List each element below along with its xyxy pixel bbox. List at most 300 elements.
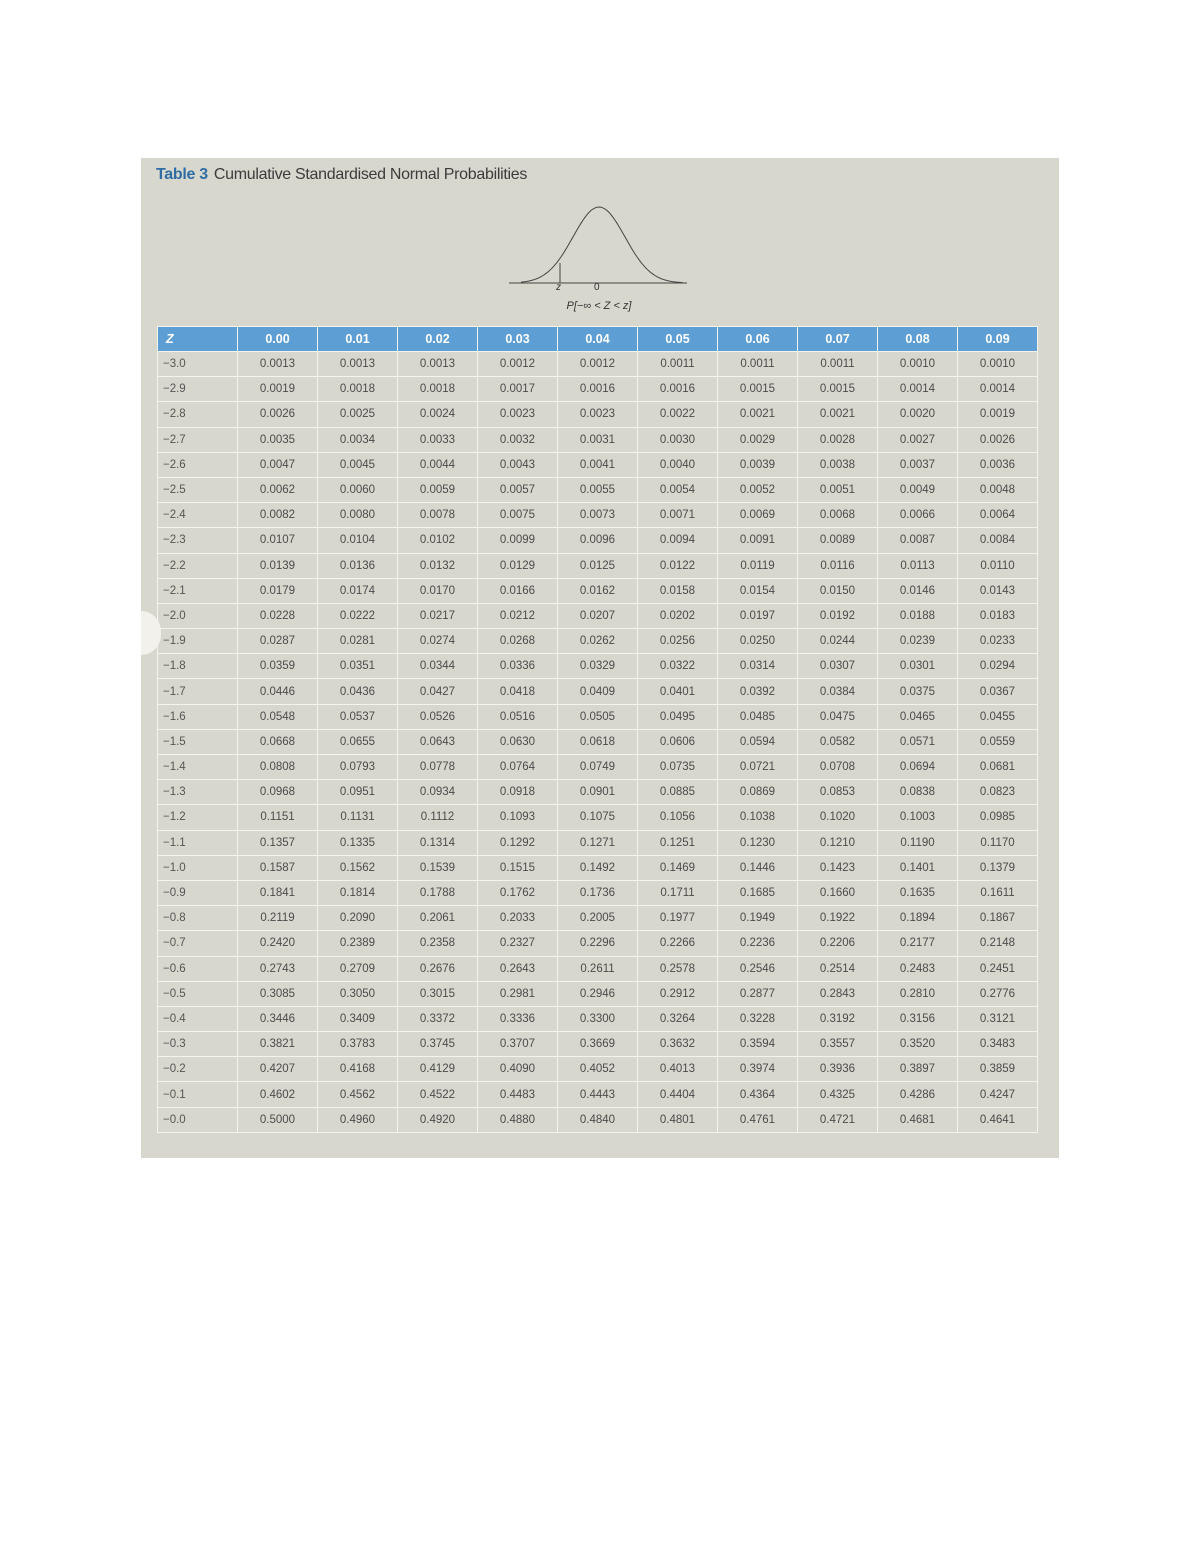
z-value-cell: −1.0	[158, 855, 238, 880]
probability-cell: 0.0918	[478, 780, 558, 805]
column-header: 0.09	[958, 327, 1038, 352]
probability-cell: 0.0096	[558, 528, 638, 553]
probability-cell: 0.0080	[318, 503, 398, 528]
probability-cell: 0.0559	[958, 729, 1038, 754]
probability-cell: 0.4960	[318, 1107, 398, 1132]
probability-cell: 0.0028	[798, 427, 878, 452]
probability-cell: 0.0025	[318, 402, 398, 427]
probability-cell: 0.0823	[958, 780, 1038, 805]
probability-cell: 0.0668	[238, 729, 318, 754]
probability-cell: 0.0233	[958, 629, 1038, 654]
probability-cell: 0.0094	[638, 528, 718, 553]
probability-cell: 0.2676	[398, 956, 478, 981]
probability-cell: 0.0537	[318, 704, 398, 729]
probability-cell: 0.3409	[318, 1006, 398, 1031]
probability-cell: 0.1423	[798, 855, 878, 880]
table-row	[158, 1057, 1038, 1082]
probability-cell: 0.0062	[238, 477, 318, 502]
probability-cell: 0.4129	[398, 1057, 478, 1082]
table-title	[156, 166, 527, 184]
probability-cell: 0.0384	[798, 679, 878, 704]
probability-cell: 0.0721	[718, 755, 798, 780]
probability-cell: 0.0048	[958, 477, 1038, 502]
probability-cell: 0.0078	[398, 503, 478, 528]
probability-cell: 0.1170	[958, 830, 1038, 855]
probability-cell: 0.0618	[558, 729, 638, 754]
probability-cell: 0.0287	[238, 629, 318, 654]
probability-cell: 0.4247	[958, 1082, 1038, 1107]
z-value-cell: −1.8	[158, 654, 238, 679]
probability-cell: 0.4013	[638, 1057, 718, 1082]
probability-cell: 0.0091	[718, 528, 798, 553]
probability-cell: 0.0033	[398, 427, 478, 452]
probability-cell: 0.0012	[558, 352, 638, 377]
probability-cell: 0.0222	[318, 603, 398, 628]
probability-cell: 0.0571	[878, 729, 958, 754]
table-label: Table 3	[156, 166, 208, 183]
probability-cell: 0.3783	[318, 1032, 398, 1057]
probability-cell: 0.0099	[478, 528, 558, 553]
probability-cell: 0.0011	[798, 352, 878, 377]
probability-cell: 0.0029	[718, 427, 798, 452]
probability-cell: 0.3745	[398, 1032, 478, 1057]
probability-cell: 0.4090	[478, 1057, 558, 1082]
table-row	[158, 830, 1038, 855]
probability-cell: 0.0655	[318, 729, 398, 754]
probability-cell: 0.4681	[878, 1107, 958, 1132]
z-value-cell: −1.3	[158, 780, 238, 805]
z-value-cell: −0.3	[158, 1032, 238, 1057]
table-row	[158, 780, 1038, 805]
table-row	[158, 427, 1038, 452]
z-table-header-row	[158, 327, 1038, 352]
table-row	[158, 755, 1038, 780]
z-value-cell: −1.4	[158, 755, 238, 780]
probability-cell: 0.0113	[878, 553, 958, 578]
probability-cell: 0.1635	[878, 880, 958, 905]
probability-cell: 0.0188	[878, 603, 958, 628]
table-row	[158, 855, 1038, 880]
probability-cell: 0.3859	[958, 1057, 1038, 1082]
probability-cell: 0.2327	[478, 931, 558, 956]
table-row	[158, 679, 1038, 704]
probability-cell: 0.0401	[638, 679, 718, 704]
probability-cell: 0.0268	[478, 629, 558, 654]
probability-cell: 0.2296	[558, 931, 638, 956]
probability-cell: 0.0336	[478, 654, 558, 679]
probability-cell: 0.4641	[958, 1107, 1038, 1132]
probability-cell: 0.2420	[238, 931, 318, 956]
probability-cell: 0.2061	[398, 906, 478, 931]
table-row	[158, 906, 1038, 931]
probability-cell: 0.0217	[398, 603, 478, 628]
probability-cell: 0.0228	[238, 603, 318, 628]
probability-cell: 0.1762	[478, 880, 558, 905]
probability-cell: 0.0038	[798, 452, 878, 477]
probability-cell: 0.0256	[638, 629, 718, 654]
probability-cell: 0.0885	[638, 780, 718, 805]
probability-cell: 0.0011	[718, 352, 798, 377]
z-value-cell: −2.9	[158, 377, 238, 402]
probability-cell: 0.0017	[478, 377, 558, 402]
probability-cell: 0.0084	[958, 528, 1038, 553]
probability-cell: 0.0022	[638, 402, 718, 427]
probability-cell: 0.3483	[958, 1032, 1038, 1057]
probability-cell: 0.2148	[958, 931, 1038, 956]
probability-cell: 0.3594	[718, 1032, 798, 1057]
z-value-cell: −2.7	[158, 427, 238, 452]
probability-cell: 0.0052	[718, 477, 798, 502]
probability-cell: 0.0301	[878, 654, 958, 679]
probability-cell: 0.3085	[238, 981, 318, 1006]
probability-cell: 0.0329	[558, 654, 638, 679]
probability-cell: 0.2119	[238, 906, 318, 931]
probability-cell: 0.1446	[718, 855, 798, 880]
table-row	[158, 1082, 1038, 1107]
probability-cell: 0.5000	[238, 1107, 318, 1132]
probability-cell: 0.3300	[558, 1006, 638, 1031]
probability-cell: 0.4168	[318, 1057, 398, 1082]
probability-cell: 0.0446	[238, 679, 318, 704]
probability-cell: 0.2578	[638, 956, 718, 981]
probability-cell: 0.0011	[638, 352, 718, 377]
probability-cell: 0.0049	[878, 477, 958, 502]
probability-cell: 0.4364	[718, 1082, 798, 1107]
probability-cell: 0.0023	[478, 402, 558, 427]
probability-cell: 0.1469	[638, 855, 718, 880]
probability-cell: 0.0485	[718, 704, 798, 729]
z-value-cell: −1.5	[158, 729, 238, 754]
z-column-header: Z	[158, 327, 238, 352]
probability-cell: 0.0068	[798, 503, 878, 528]
probability-cell: 0.0026	[958, 427, 1038, 452]
probability-cell: 0.0694	[878, 755, 958, 780]
probability-cell: 0.0016	[558, 377, 638, 402]
column-header: 0.03	[478, 327, 558, 352]
probability-cell: 0.0367	[958, 679, 1038, 704]
probability-cell: 0.0107	[238, 528, 318, 553]
table-row	[158, 528, 1038, 553]
probability-cell: 0.3228	[718, 1006, 798, 1031]
z-value-cell: −2.4	[158, 503, 238, 528]
probability-cell: 0.0087	[878, 528, 958, 553]
probability-cell: 0.0582	[798, 729, 878, 754]
probability-cell: 0.1271	[558, 830, 638, 855]
probability-cell: 0.3121	[958, 1006, 1038, 1031]
probability-cell: 0.0015	[718, 377, 798, 402]
probability-cell: 0.1292	[478, 830, 558, 855]
probability-cell: 0.3264	[638, 1006, 718, 1031]
probability-cell: 0.3707	[478, 1032, 558, 1057]
table-row	[158, 956, 1038, 981]
probability-cell: 0.0262	[558, 629, 638, 654]
probability-cell: 0.3974	[718, 1057, 798, 1082]
probability-cell: 0.0351	[318, 654, 398, 679]
probability-cell: 0.0139	[238, 553, 318, 578]
probability-cell: 0.1379	[958, 855, 1038, 880]
probability-cell: 0.0014	[958, 377, 1038, 402]
table-row	[158, 377, 1038, 402]
probability-cell: 0.3446	[238, 1006, 318, 1031]
probability-cell: 0.3821	[238, 1032, 318, 1057]
probability-cell: 0.0207	[558, 603, 638, 628]
probability-cell: 0.2236	[718, 931, 798, 956]
z-value-cell: −3.0	[158, 352, 238, 377]
probability-cell: 0.0013	[398, 352, 478, 377]
probability-cell: 0.0014	[878, 377, 958, 402]
probability-cell: 0.4840	[558, 1107, 638, 1132]
probability-cell: 0.0054	[638, 477, 718, 502]
curve-caption: P[−∞ < Z < z]	[566, 300, 632, 312]
probability-cell: 0.3557	[798, 1032, 878, 1057]
probability-cell: 0.0031	[558, 427, 638, 452]
probability-cell: 0.0901	[558, 780, 638, 805]
curve-zero-label: 0	[594, 282, 600, 293]
probability-cell: 0.1562	[318, 855, 398, 880]
curve-z-label: z	[556, 282, 561, 293]
probability-cell: 0.4761	[718, 1107, 798, 1132]
probability-cell: 0.0021	[798, 402, 878, 427]
probability-cell: 0.0322	[638, 654, 718, 679]
probability-cell: 0.0409	[558, 679, 638, 704]
probability-cell: 0.0047	[238, 452, 318, 477]
probability-cell: 0.0436	[318, 679, 398, 704]
probability-cell: 0.0985	[958, 805, 1038, 830]
probability-cell: 0.3156	[878, 1006, 958, 1031]
table-row	[158, 1006, 1038, 1031]
probability-cell: 0.0495	[638, 704, 718, 729]
probability-cell: 0.2389	[318, 931, 398, 956]
probability-cell: 0.0427	[398, 679, 478, 704]
probability-cell: 0.0192	[798, 603, 878, 628]
probability-cell: 0.1587	[238, 855, 318, 880]
probability-cell: 0.2946	[558, 981, 638, 1006]
probability-cell: 0.0244	[798, 629, 878, 654]
z-value-cell: −2.2	[158, 553, 238, 578]
z-value-cell: −0.5	[158, 981, 238, 1006]
probability-cell: 0.0024	[398, 402, 478, 427]
z-value-cell: −2.0	[158, 603, 238, 628]
probability-cell: 0.0606	[638, 729, 718, 754]
probability-cell: 0.2546	[718, 956, 798, 981]
probability-cell: 0.0075	[478, 503, 558, 528]
probability-cell: 0.0239	[878, 629, 958, 654]
z-value-cell: −0.0	[158, 1107, 238, 1132]
probability-cell: 0.4880	[478, 1107, 558, 1132]
probability-cell: 0.2843	[798, 981, 878, 1006]
probability-cell: 0.0281	[318, 629, 398, 654]
probability-cell: 0.0548	[238, 704, 318, 729]
z-value-cell: −1.6	[158, 704, 238, 729]
probability-cell: 0.0968	[238, 780, 318, 805]
probability-cell: 0.0122	[638, 553, 718, 578]
probability-cell: 0.2266	[638, 931, 718, 956]
probability-cell: 0.0064	[958, 503, 1038, 528]
z-value-cell: −2.3	[158, 528, 238, 553]
probability-cell: 0.1867	[958, 906, 1038, 931]
probability-cell: 0.0044	[398, 452, 478, 477]
probability-cell: 0.0039	[718, 452, 798, 477]
probability-cell: 0.0250	[718, 629, 798, 654]
probability-cell: 0.0032	[478, 427, 558, 452]
probability-cell: 0.0793	[318, 755, 398, 780]
probability-cell: 0.0307	[798, 654, 878, 679]
probability-cell: 0.4404	[638, 1082, 718, 1107]
probability-cell: 0.0179	[238, 578, 318, 603]
probability-cell: 0.0735	[638, 755, 718, 780]
probability-cell: 0.0060	[318, 477, 398, 502]
probability-cell: 0.1210	[798, 830, 878, 855]
probability-cell: 0.4721	[798, 1107, 878, 1132]
probability-cell: 0.4801	[638, 1107, 718, 1132]
probability-cell: 0.0010	[958, 352, 1038, 377]
probability-cell: 0.2981	[478, 981, 558, 1006]
probability-cell: 0.2005	[558, 906, 638, 931]
probability-cell: 0.0132	[398, 553, 478, 578]
probability-cell: 0.0344	[398, 654, 478, 679]
probability-cell: 0.3632	[638, 1032, 718, 1057]
probability-cell: 0.0012	[478, 352, 558, 377]
probability-cell: 0.1814	[318, 880, 398, 905]
table-row	[158, 1107, 1038, 1132]
probability-cell: 0.1539	[398, 855, 478, 880]
probability-cell: 0.0073	[558, 503, 638, 528]
probability-cell: 0.3669	[558, 1032, 638, 1057]
z-value-cell: −0.7	[158, 931, 238, 956]
probability-cell: 0.0036	[958, 452, 1038, 477]
probability-cell: 0.0516	[478, 704, 558, 729]
probability-cell: 0.1841	[238, 880, 318, 905]
normal-curve-figure	[507, 202, 691, 320]
table-panel	[141, 158, 1059, 1158]
probability-cell: 0.0708	[798, 755, 878, 780]
probability-cell: 0.0212	[478, 603, 558, 628]
probability-cell: 0.1711	[638, 880, 718, 905]
probability-cell: 0.0594	[718, 729, 798, 754]
probability-cell: 0.0020	[878, 402, 958, 427]
probability-cell: 0.0475	[798, 704, 878, 729]
probability-cell: 0.1314	[398, 830, 478, 855]
probability-cell: 0.0418	[478, 679, 558, 704]
probability-cell: 0.0110	[958, 553, 1038, 578]
probability-cell: 0.2483	[878, 956, 958, 981]
probability-cell: 0.0104	[318, 528, 398, 553]
table-row	[158, 578, 1038, 603]
z-value-cell: −1.2	[158, 805, 238, 830]
probability-cell: 0.0010	[878, 352, 958, 377]
column-header: 0.01	[318, 327, 398, 352]
probability-cell: 0.0030	[638, 427, 718, 452]
probability-cell: 0.1251	[638, 830, 718, 855]
probability-cell: 0.4522	[398, 1082, 478, 1107]
probability-cell: 0.1736	[558, 880, 638, 905]
probability-cell: 0.0034	[318, 427, 398, 452]
probability-cell: 0.0019	[958, 402, 1038, 427]
probability-cell: 0.2743	[238, 956, 318, 981]
probability-cell: 0.4562	[318, 1082, 398, 1107]
probability-cell: 0.1660	[798, 880, 878, 905]
probability-cell: 0.0018	[318, 377, 398, 402]
probability-cell: 0.0934	[398, 780, 478, 805]
z-value-cell: −1.1	[158, 830, 238, 855]
probability-cell: 0.1788	[398, 880, 478, 905]
probability-cell: 0.0392	[718, 679, 798, 704]
probability-cell: 0.0749	[558, 755, 638, 780]
probability-cell: 0.0158	[638, 578, 718, 603]
probability-cell: 0.0146	[878, 578, 958, 603]
probability-cell: 0.1492	[558, 855, 638, 880]
probability-cell: 0.1401	[878, 855, 958, 880]
probability-cell: 0.0037	[878, 452, 958, 477]
probability-cell: 0.2451	[958, 956, 1038, 981]
probability-cell: 0.3897	[878, 1057, 958, 1082]
probability-cell: 0.0526	[398, 704, 478, 729]
probability-cell: 0.0018	[398, 377, 478, 402]
table-title-text: Cumulative Standardised Normal Probabilities	[213, 166, 528, 183]
probability-cell: 0.4207	[238, 1057, 318, 1082]
probability-cell: 0.2090	[318, 906, 398, 931]
z-value-cell: −0.1	[158, 1082, 238, 1107]
probability-cell: 0.0116	[798, 553, 878, 578]
probability-cell: 0.2358	[398, 931, 478, 956]
z-value-cell: −1.7	[158, 679, 238, 704]
probability-cell: 0.0154	[718, 578, 798, 603]
table-row	[158, 729, 1038, 754]
z-value-cell: −2.5	[158, 477, 238, 502]
probability-cell: 0.0183	[958, 603, 1038, 628]
table-row	[158, 1032, 1038, 1057]
probability-cell: 0.0019	[238, 377, 318, 402]
probability-cell: 0.1112	[398, 805, 478, 830]
probability-cell: 0.3336	[478, 1006, 558, 1031]
probability-cell: 0.2877	[718, 981, 798, 1006]
probability-cell: 0.1357	[238, 830, 318, 855]
probability-cell: 0.1075	[558, 805, 638, 830]
probability-cell: 0.1093	[478, 805, 558, 830]
probability-cell: 0.1977	[638, 906, 718, 931]
probability-cell: 0.0069	[718, 503, 798, 528]
probability-cell: 0.3192	[798, 1006, 878, 1031]
probability-cell: 0.0197	[718, 603, 798, 628]
probability-cell: 0.0630	[478, 729, 558, 754]
probability-cell: 0.0013	[318, 352, 398, 377]
table-row	[158, 477, 1038, 502]
probability-cell: 0.0778	[398, 755, 478, 780]
probability-cell: 0.3015	[398, 981, 478, 1006]
probability-cell: 0.0027	[878, 427, 958, 452]
column-header: 0.05	[638, 327, 718, 352]
probability-cell: 0.0314	[718, 654, 798, 679]
probability-cell: 0.0869	[718, 780, 798, 805]
probability-cell: 0.0838	[878, 780, 958, 805]
table-row	[158, 880, 1038, 905]
probability-cell: 0.0808	[238, 755, 318, 780]
probability-cell: 0.0643	[398, 729, 478, 754]
probability-cell: 0.3372	[398, 1006, 478, 1031]
z-value-cell: −2.6	[158, 452, 238, 477]
z-value-cell: −0.8	[158, 906, 238, 931]
probability-cell: 0.1685	[718, 880, 798, 905]
probability-cell: 0.0015	[798, 377, 878, 402]
probability-cell: 0.3520	[878, 1032, 958, 1057]
probability-cell: 0.0294	[958, 654, 1038, 679]
column-header: 0.04	[558, 327, 638, 352]
table-row	[158, 553, 1038, 578]
probability-cell: 0.4325	[798, 1082, 878, 1107]
z-value-cell: −0.2	[158, 1057, 238, 1082]
probability-cell: 0.1230	[718, 830, 798, 855]
table-row	[158, 931, 1038, 956]
